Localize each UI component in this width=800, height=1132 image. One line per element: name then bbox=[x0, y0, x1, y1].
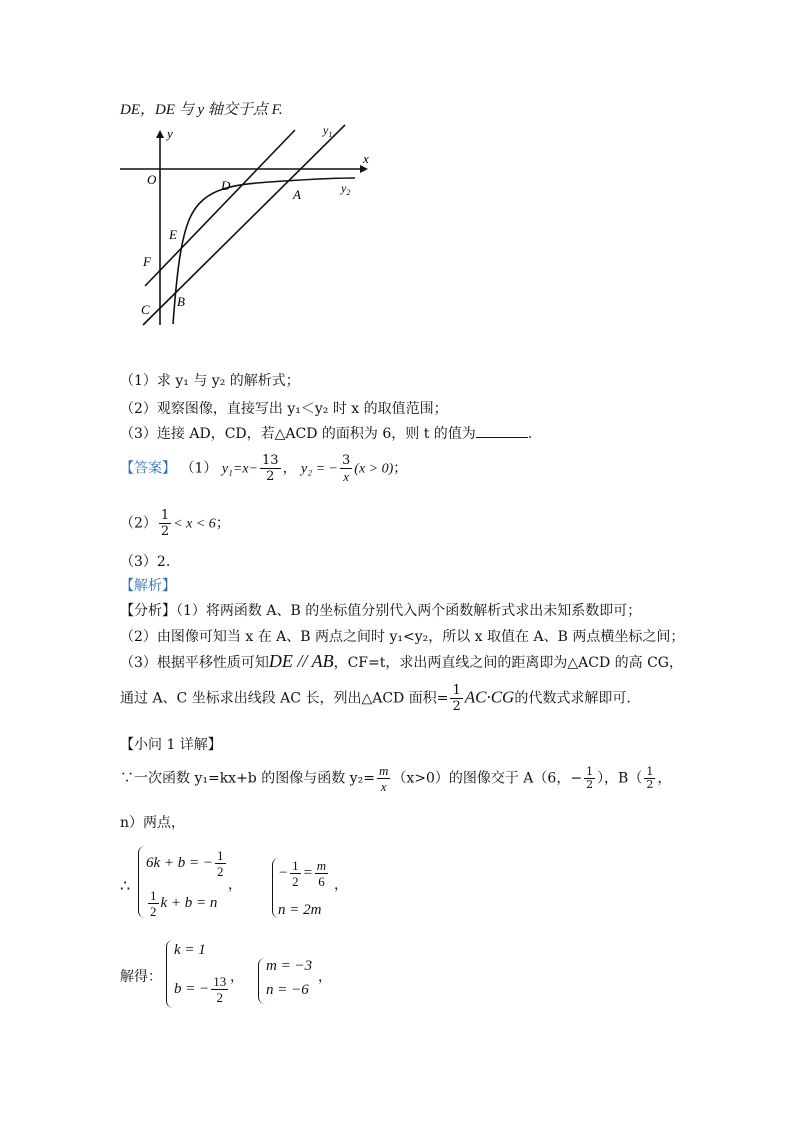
sys-d-comma: ， bbox=[318, 969, 332, 985]
function-graph bbox=[115, 120, 375, 330]
sys-c-eq1: k = 1 bbox=[174, 942, 206, 958]
p2-fraction: $\frac{1}{2}$ bbox=[160, 508, 170, 539]
question-3-end: . bbox=[527, 426, 533, 442]
answer-part1-prefix: （1） bbox=[180, 460, 218, 477]
m-over-x: $\frac{m}{x}$ bbox=[378, 763, 389, 794]
answer-sep: ， bbox=[282, 460, 297, 477]
sys-b-comma: ， bbox=[334, 877, 348, 893]
de-parallel-ab: DE // AB bbox=[268, 651, 334, 671]
half-fraction: $\frac{1}{2}$ bbox=[452, 683, 461, 714]
sys-b-eq1: − $\frac{1}{2}$ = $\frac{m}{6}$ bbox=[278, 858, 327, 889]
y2-condition: (x > 0) bbox=[354, 461, 394, 477]
therefore-symbol: ∴ bbox=[120, 876, 131, 895]
detail-line-1: ∵一次函数 y₁=kx+b 的图像与函数 y₂= $\frac{m}{x}$ （x>0）的图像交于 A（6，− $\frac{1}{2}$ ），B（ $\frac{1}{2}$ ， bbox=[120, 763, 672, 794]
point-e-label: E bbox=[169, 227, 177, 242]
analysis-line-1: 【分析】（1）将两函数 A、B 的坐标值分别代入两个函数解析式求出未知系数即可； bbox=[120, 603, 642, 619]
y1-fraction: $\frac{13}{2}$ bbox=[262, 453, 279, 484]
analysis-line-2: （2）由图像可知当 x 在 A、B 两点之间时 y₁<y₂，所以 x 取值在 A、B 两点横坐标之间； bbox=[120, 629, 685, 645]
point-b-label: B bbox=[177, 294, 185, 309]
intro-line: DE，DE 与 y 轴交于点 F. bbox=[120, 102, 283, 118]
y-axis-arrow bbox=[156, 130, 164, 138]
y1-expression: y₁=x− bbox=[221, 461, 259, 477]
curve-y2 bbox=[173, 178, 355, 324]
answer-line-3: （3）2. bbox=[120, 554, 171, 570]
x-axis-label: x bbox=[363, 151, 369, 166]
answer-blank bbox=[476, 425, 528, 438]
sys-a-eq1: 6k + b = − $\frac{1}{2}$ bbox=[146, 848, 224, 879]
sys-c-eq2: b = − $\frac{13}{2}$ bbox=[174, 974, 227, 1005]
brace-c bbox=[166, 940, 173, 1008]
y1-label: $y_1$ bbox=[323, 123, 333, 139]
point-c-label: C bbox=[141, 302, 150, 317]
y2-fraction: $\frac{3}{x}$ bbox=[342, 453, 351, 484]
analysis-line-4: 通过 A、C 坐标求出线段 AC 长，列出△ACD 面积= $\frac{1}{2}$ AC·CG的代数式求解即可. bbox=[120, 683, 631, 714]
b-x-half: $\frac{1}{2}$ bbox=[646, 765, 654, 791]
brace-a bbox=[138, 846, 145, 918]
sys-a-eq2: $\frac{1}{2}$ k + b = n bbox=[150, 888, 218, 919]
detail-line-2: n）两点， bbox=[120, 815, 186, 831]
sys-d-eq1: m = −3 bbox=[266, 958, 313, 974]
sys-b-eq2: n = 2m bbox=[278, 902, 322, 918]
question-3-text: （3）连接 AD，CD，若△ACD 的面积为 6，则 t 的值为 bbox=[120, 426, 476, 442]
line-de bbox=[145, 130, 295, 286]
sys-d-eq2: n = −6 bbox=[266, 982, 309, 998]
p2-inequality: < x < 6 bbox=[173, 516, 216, 532]
answer-part2-prefix: （2） bbox=[120, 515, 157, 532]
answer-tag: 【答案】 bbox=[120, 460, 176, 477]
sys-a-comma: ， bbox=[228, 877, 242, 893]
analysis-tag: 【解析】 bbox=[120, 578, 176, 594]
line-y1 bbox=[143, 125, 345, 325]
y2-expression: y₂ = − bbox=[301, 461, 339, 477]
point-d-label: D bbox=[221, 178, 231, 193]
solve-label: 解得： bbox=[120, 969, 162, 985]
detail-heading: 【小问 1 详解】 bbox=[120, 737, 222, 753]
question-1: （1）求 y₁ 与 y₂ 的解析式； bbox=[120, 373, 300, 389]
y2-label: $y_2$ bbox=[341, 181, 351, 197]
origin-label: O bbox=[147, 172, 157, 187]
neg-half: $\frac{1}{2}$ bbox=[586, 765, 594, 791]
question-3 bbox=[120, 423, 532, 443]
sys-c-comma: ， bbox=[230, 969, 244, 985]
answer-end1: ； bbox=[393, 460, 408, 477]
answer-end2: ； bbox=[215, 515, 230, 532]
x-axis-arrow bbox=[360, 165, 368, 173]
answer-line-2 bbox=[120, 508, 230, 539]
ac-cg: AC·CG bbox=[464, 687, 515, 707]
point-f-label: F bbox=[143, 254, 151, 269]
analysis-line-3: （3）根据平移性质可知DE // AB，CF=t，求出两直线之间的距离即为△ACD 的高 CG， bbox=[120, 651, 683, 671]
question-2: （2）观察图像，直接写出 y₁＜y₂ 时 x 的取值范围； bbox=[120, 401, 448, 417]
y-axis-label: y bbox=[167, 126, 173, 141]
brace-d bbox=[258, 958, 265, 1004]
point-a-label: A bbox=[293, 187, 301, 202]
answer-line-1 bbox=[120, 453, 407, 485]
